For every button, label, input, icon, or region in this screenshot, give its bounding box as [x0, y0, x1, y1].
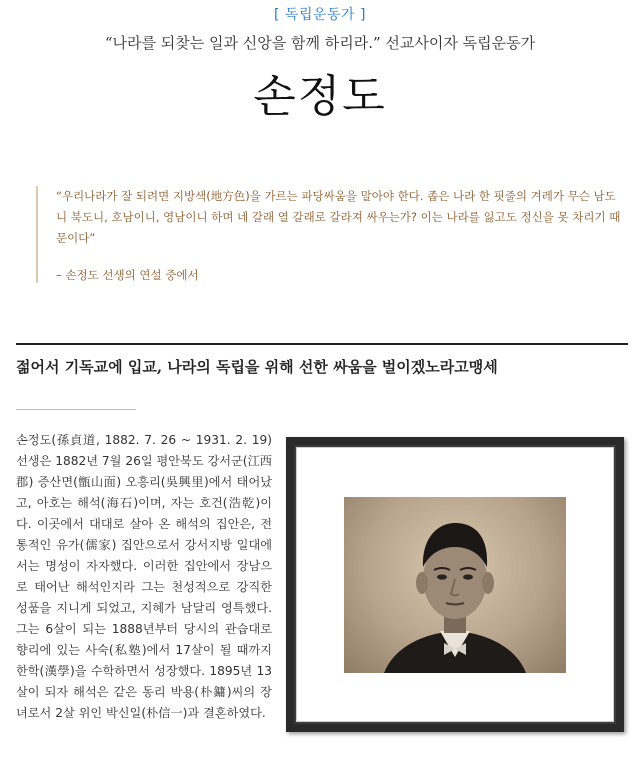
section-divider — [16, 343, 628, 345]
portrait-frame — [286, 437, 624, 732]
portrait-figure-icon — [344, 497, 566, 673]
portrait-photo — [344, 497, 566, 673]
quote-text: “우리나라가 잘 되려면 지방색(地方色)을 가르는 파당싸움을 말아야 한다. 좁은 나라 한 핏줄의 겨레가 무슨 남도니 북도니, 호남이니, 영남이니 하며 네 갈래 열 갈래로 갈라져 싸우는가? 이는 나라를 잃고도 정신을 못 차리기 때문이다” — [56, 189, 621, 245]
short-divider — [16, 409, 136, 410]
quote-source: – 손정도 선생의 연설 중에서 — [56, 268, 199, 282]
section-heading: 젊어서 기독교에 입교, 나라의 독립을 위해 선한 싸움을 벌이겠노라고맹세 — [16, 358, 498, 376]
quote-block — [36, 186, 624, 283]
page-title: 손정도 — [253, 71, 387, 122]
category-label: [ 독립운동가 ] — [274, 7, 366, 23]
portrait-mat — [296, 447, 614, 722]
biography-text: 손정도(孫貞道, 1882. 7. 26 ~ 1931. 2. 19) 선생은 1882년 7월 26일 평안북도 강서군(江西郡) 증산면(甑山面) 오흥리(吳興里)에서 태어났고, 아호는 해석(海石)이며, 자는 호건(浩乾)이다. 이곳에서 대대로 살아 온 해석의 집안은, 전통적인 유가(儒家) 집안으로서 강서지방 일대에서는 명성이 자자했다. 이러한 집안에서 장남으로 태어난 해석인지라 그는 천성적으로 강직한 성품을 지니게 되었고, 지혜가 남달리 영특했다. 그는 6살이 되는 1888년부터 당시의 관습대로 향리에 있는 사숙(私塾)에서 17살이 될 때까지 한학(漢學)을 수학하면서 성장했다. 1895년 13살이 되자 해석은 같은 동리 박용(朴鏞)씨의 장녀로서 2살 위인 박신일(朴信一)과 결혼하였다. — [16, 433, 272, 720]
frame-inner — [294, 445, 616, 724]
page-subtitle: “나라를 되찾는 일과 신앙을 함께 하리라.” 선교사이자 독립운동가 — [104, 34, 536, 52]
